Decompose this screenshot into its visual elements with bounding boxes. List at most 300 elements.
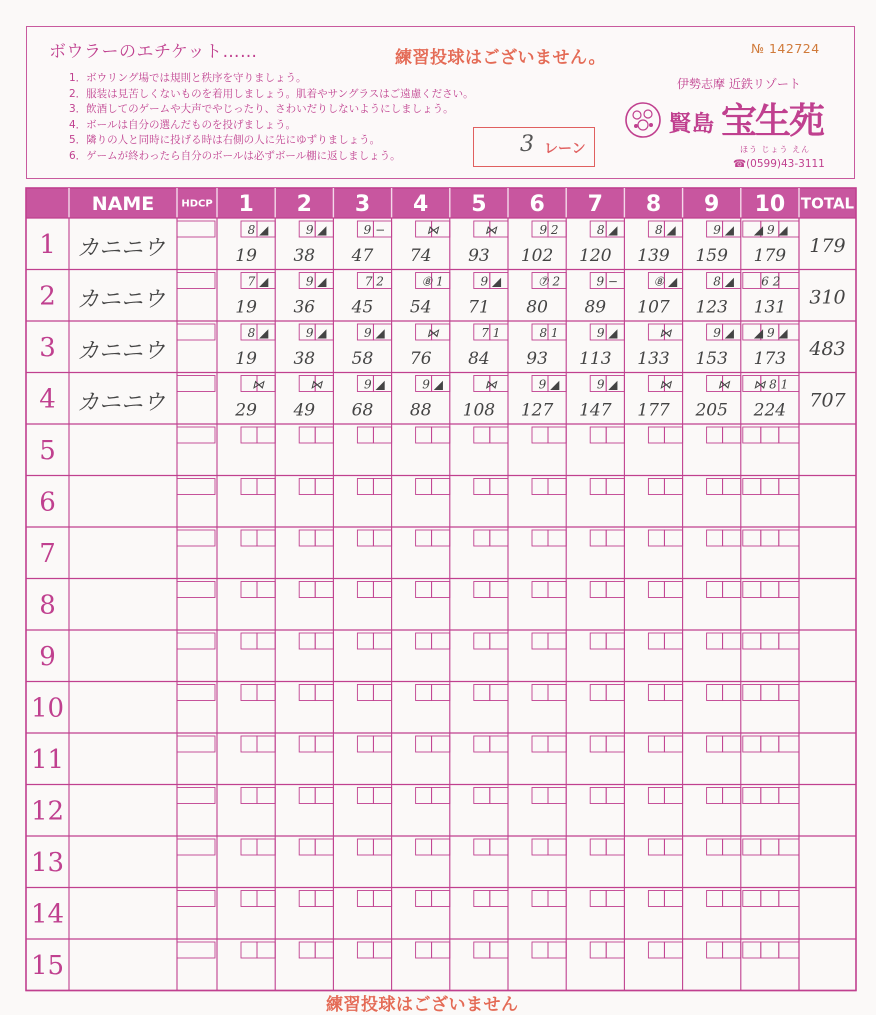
- ball-box: [761, 582, 779, 598]
- ball-box: [743, 273, 761, 289]
- frame-mark: ⋈: [484, 377, 497, 392]
- etiquette-rule: 1．ボウリング場では規則と秩序を守りましょう。: [69, 72, 307, 84]
- ball-box: [761, 788, 779, 804]
- frame-score: 113: [579, 349, 612, 369]
- ball-box: [707, 479, 723, 495]
- frame-header-10: 10: [754, 191, 786, 217]
- frame-score: 108: [462, 400, 496, 421]
- ball-box: [590, 530, 606, 546]
- row-number-1: 1: [39, 230, 56, 261]
- ball-box: [532, 427, 548, 443]
- ball-box: [761, 427, 779, 443]
- hdcp-box: [177, 221, 215, 237]
- ball-box: [315, 839, 333, 855]
- frame-score: 19: [235, 297, 257, 318]
- ball-box: [606, 582, 624, 598]
- ball-box: [606, 685, 624, 701]
- ball-box: [357, 427, 373, 443]
- frame-score: 159: [695, 246, 728, 266]
- player-total: 179: [809, 235, 846, 257]
- ball-box: [707, 582, 723, 598]
- frame-header-3: 3: [354, 191, 371, 217]
- ball-box: [761, 736, 779, 752]
- ball-box: [648, 891, 664, 907]
- frame-score: 80: [526, 297, 548, 318]
- frame-score: 224: [753, 400, 787, 421]
- ball-box: [548, 633, 566, 649]
- ball-box: [707, 942, 723, 958]
- ball-box: [373, 839, 391, 855]
- frame-mark: 9 2: [539, 223, 559, 237]
- ball-box: [299, 788, 315, 804]
- resort-name: 伊勢志摩 近鉄リゾート: [677, 77, 801, 91]
- serial-number: № 142724: [751, 41, 820, 56]
- ball-box: [357, 736, 373, 752]
- ball-box: [606, 479, 624, 495]
- frame-mark: ⋈: [659, 377, 672, 392]
- ball-box: [590, 479, 606, 495]
- ball-box: [373, 788, 391, 804]
- ball-box: [257, 633, 275, 649]
- frame-mark: 9 ◢: [364, 377, 385, 392]
- ball-box: [257, 427, 275, 443]
- frame-mark: ⑧ 1: [421, 274, 444, 289]
- ball-box: [299, 530, 315, 546]
- ball-box: [416, 942, 432, 958]
- frame-mark: ⋈: [426, 223, 439, 237]
- ball-box: [315, 530, 333, 546]
- ball-box: [743, 633, 761, 649]
- ball-box: [490, 942, 508, 958]
- frame-mark: 9 ◢: [422, 377, 443, 392]
- ball-box: [416, 427, 432, 443]
- ball-box: [743, 736, 761, 752]
- ball-box: [779, 530, 799, 546]
- ball-box: [648, 736, 664, 752]
- ball-box: [606, 942, 624, 958]
- ball-box: [299, 891, 315, 907]
- frame-score: 153: [695, 349, 728, 369]
- frame-score: 123: [695, 297, 728, 318]
- player-name: カニニウ: [77, 287, 166, 313]
- ball-box: [241, 839, 257, 855]
- ball-box: [723, 891, 741, 907]
- ball-box: [416, 530, 432, 546]
- frame-score: 89: [584, 297, 607, 318]
- ball-box: [416, 736, 432, 752]
- ball-box: [548, 582, 566, 598]
- ball-box: [743, 942, 761, 958]
- frame-mark: ⋈: [252, 377, 264, 392]
- ball-box: [241, 891, 257, 907]
- frame-header-2: 2: [296, 191, 312, 217]
- ball-box: [373, 479, 391, 495]
- ball-box: [548, 427, 566, 443]
- frame-header-1: 1: [238, 191, 254, 217]
- frame-score: 147: [579, 400, 612, 421]
- logo-kanji-kashikojima: 賢島: [669, 111, 716, 137]
- frame-mark: 6 2: [761, 274, 781, 289]
- ball-box: [257, 942, 275, 958]
- hdcp-column-header: HDCP: [181, 198, 213, 210]
- frame-mark: 9 ◢: [713, 223, 734, 237]
- row-number-10: 10: [30, 693, 65, 724]
- ball-box: [299, 942, 315, 958]
- ball-box: [761, 891, 779, 907]
- ball-box: [606, 839, 624, 855]
- ball-box: [357, 891, 373, 907]
- ball-box: [723, 479, 741, 495]
- ball-box: [707, 427, 723, 443]
- hdcp-box: [177, 891, 215, 907]
- ball-box: [490, 633, 508, 649]
- ball-box: [723, 633, 741, 649]
- frame-score: 76: [409, 349, 432, 369]
- ball-box: [357, 788, 373, 804]
- ball-box: [723, 427, 741, 443]
- ball-box: [315, 685, 333, 701]
- ball-box: [779, 427, 799, 443]
- ball-box: [648, 685, 664, 701]
- ball-box: [743, 427, 761, 443]
- ball-box: [723, 530, 741, 546]
- frame-header-8: 8: [645, 191, 662, 217]
- frame-mark: 8 ◢: [247, 223, 269, 237]
- ball-box: [532, 582, 548, 598]
- ball-box: [664, 942, 682, 958]
- ball-box: [648, 479, 664, 495]
- ball-box: [299, 427, 315, 443]
- ball-box: [707, 891, 723, 907]
- frame-score: 36: [293, 297, 316, 318]
- ball-box: [299, 736, 315, 752]
- row-number-2: 2: [39, 281, 56, 312]
- ball-box: [779, 891, 799, 907]
- ball-box: [474, 582, 490, 598]
- ball-box: [779, 633, 799, 649]
- frame-mark: 8 1: [539, 326, 559, 340]
- ball-box: [416, 685, 432, 701]
- ball-box: [490, 427, 508, 443]
- hdcp-box: [177, 839, 215, 855]
- ball-box: [299, 633, 315, 649]
- frame-mark: ⋈: [426, 326, 439, 340]
- ball-box: [648, 839, 664, 855]
- hdcp-box: [177, 324, 215, 340]
- frame-mark: ◢ 9 ◢: [753, 223, 788, 237]
- ball-box: [490, 891, 508, 907]
- ball-box: [257, 788, 275, 804]
- ball-box: [761, 685, 779, 701]
- hdcp-box: [177, 788, 215, 804]
- frame-mark: 9 −: [596, 274, 618, 289]
- ball-box: [648, 427, 664, 443]
- frame-mark: 8 ◢: [247, 326, 269, 340]
- ball-box: [606, 427, 624, 443]
- hdcp-box: [177, 479, 215, 495]
- frame-score: 131: [753, 297, 787, 318]
- ball-box: [707, 736, 723, 752]
- frame-mark: ⑧ ◢: [653, 274, 678, 289]
- row-number-11: 11: [30, 745, 65, 776]
- ball-box: [373, 685, 391, 701]
- no-practice-notice: 練習投球はございません。: [395, 48, 607, 68]
- etiquette-rule: 3．飲酒してのゲームや大声でやじったり、さわいだりしないようにしましょう。: [69, 103, 454, 116]
- ball-box: [664, 839, 682, 855]
- row-number-5: 5: [39, 436, 56, 467]
- frame-mark: 8 ◢: [713, 274, 734, 289]
- ball-box: [474, 839, 490, 855]
- ball-box: [548, 530, 566, 546]
- etiquette-rule: 4．ボールは自分の選んだものを投げましょう。: [69, 118, 296, 131]
- ball-box: [532, 736, 548, 752]
- ball-box: [648, 942, 664, 958]
- ball-box: [241, 942, 257, 958]
- ball-box: [664, 891, 682, 907]
- frame-score: 49: [293, 400, 316, 421]
- frame-score: 29: [235, 400, 257, 421]
- player-name: カニニウ: [77, 339, 166, 365]
- frame-score: 88: [409, 400, 432, 421]
- ball-box: [548, 839, 566, 855]
- row-number-13: 13: [30, 848, 65, 879]
- ball-box: [761, 479, 779, 495]
- ball-box: [590, 736, 606, 752]
- row-number-3: 3: [39, 333, 56, 364]
- ball-box: [707, 685, 723, 701]
- ball-box: [432, 942, 450, 958]
- player-name: カニニウ: [77, 236, 166, 262]
- ball-box: [532, 942, 548, 958]
- ball-box: [315, 582, 333, 598]
- ball-box: [664, 479, 682, 495]
- ball-box: [373, 736, 391, 752]
- ball-box: [532, 530, 548, 546]
- frame-header-4: 4: [413, 191, 429, 217]
- ball-box: [432, 839, 450, 855]
- etiquette-title: ボウラーのエチケット……: [49, 42, 258, 62]
- row-number-7: 7: [39, 539, 56, 570]
- ball-box: [743, 685, 761, 701]
- frame-mark: ◢ 9 ◢: [753, 326, 788, 340]
- etiquette-rule: 5．隣りの人と同時に投げる時は右側の人に先にゆずりましょう。: [69, 134, 381, 147]
- lane-number: 3: [520, 132, 534, 157]
- frame-score: 58: [351, 349, 374, 369]
- ball-box: [416, 891, 432, 907]
- etiquette-rule: 2．服装は見苦しくないものを着用しましょう。肌着やサングラスはご遠慮ください。: [69, 87, 474, 100]
- frame-mark: 9 ◢: [538, 377, 560, 392]
- frame-mark: 9 ◢: [305, 326, 327, 340]
- ball-box: [241, 633, 257, 649]
- frame-mark: 9 ◢: [305, 223, 327, 237]
- ball-box: [241, 479, 257, 495]
- frame-header-6: 6: [529, 191, 545, 217]
- frame-mark: 8 ◢: [655, 223, 676, 237]
- ball-box: [648, 633, 664, 649]
- ball-box: [299, 582, 315, 598]
- ball-box: [606, 530, 624, 546]
- ball-box: [606, 891, 624, 907]
- ball-box: [416, 839, 432, 855]
- ball-box: [779, 479, 799, 495]
- ball-box: [664, 530, 682, 546]
- ball-box: [532, 839, 548, 855]
- ball-box: [743, 891, 761, 907]
- lane-label: レーン: [544, 141, 586, 157]
- ball-box: [606, 633, 624, 649]
- ball-box: [357, 633, 373, 649]
- ball-box: [373, 891, 391, 907]
- ball-box: [707, 530, 723, 546]
- ball-box: [241, 736, 257, 752]
- ball-box: [432, 582, 450, 598]
- ball-box: [315, 479, 333, 495]
- ball-box: [474, 685, 490, 701]
- player-total: 483: [809, 338, 846, 360]
- frame-header-7: 7: [587, 191, 603, 217]
- ball-box: [664, 633, 682, 649]
- frame-header-5: 5: [471, 191, 487, 217]
- ball-box: [664, 427, 682, 443]
- ball-box: [315, 736, 333, 752]
- frame-score: 173: [753, 349, 787, 369]
- row-number-9: 9: [39, 642, 56, 673]
- ball-box: [590, 891, 606, 907]
- frame-score: 45: [351, 297, 374, 318]
- frame-mark: 7 2: [364, 274, 384, 289]
- ball-box: [723, 736, 741, 752]
- ball-box: [432, 479, 450, 495]
- ball-box: [707, 633, 723, 649]
- frame-score: 179: [753, 246, 787, 266]
- ball-box: [707, 839, 723, 855]
- hdcp-box: [177, 273, 215, 289]
- logo-kanji-hojoen: 宝生苑: [721, 100, 824, 142]
- frame-score: 139: [637, 246, 670, 266]
- ball-box: [548, 891, 566, 907]
- ball-box: [241, 685, 257, 701]
- ball-box: [590, 582, 606, 598]
- ball-box: [416, 479, 432, 495]
- ball-box: [548, 788, 566, 804]
- ball-box: [779, 582, 799, 598]
- row-number-8: 8: [39, 590, 56, 621]
- ball-box: [373, 633, 391, 649]
- player-total: 707: [809, 389, 846, 412]
- ball-box: [779, 839, 799, 855]
- ball-box: [474, 788, 490, 804]
- frame-score: 74: [409, 246, 432, 266]
- ball-box: [474, 942, 490, 958]
- ball-box: [474, 530, 490, 546]
- frame-score: 205: [695, 400, 728, 421]
- ball-box: [241, 788, 257, 804]
- frame-score: 84: [468, 349, 490, 369]
- ball-box: [723, 582, 741, 598]
- footer-notice: 練習投球はございません: [326, 995, 519, 1015]
- ball-box: [723, 685, 741, 701]
- ball-box: [257, 582, 275, 598]
- ball-box: [432, 685, 450, 701]
- frame-score: 127: [520, 400, 554, 421]
- ball-box: [416, 633, 432, 649]
- ball-box: [761, 839, 779, 855]
- ball-box: [723, 788, 741, 804]
- ball-box: [474, 427, 490, 443]
- ball-box: [532, 633, 548, 649]
- ball-box: [241, 582, 257, 598]
- ball-box: [664, 788, 682, 804]
- ball-box: [432, 788, 450, 804]
- frame-score: 133: [637, 349, 670, 369]
- hdcp-box: [177, 376, 215, 392]
- ball-box: [257, 530, 275, 546]
- ball-box: [490, 839, 508, 855]
- ball-box: [257, 891, 275, 907]
- frame-mark: 9 ◢: [480, 274, 502, 289]
- frame-mark: ⋈: [717, 377, 730, 392]
- ball-box: [357, 582, 373, 598]
- ball-box: [743, 839, 761, 855]
- frame-score: 93: [526, 349, 548, 369]
- ball-box: [416, 788, 432, 804]
- ball-box: [664, 736, 682, 752]
- total-column-header: TOTAL: [800, 194, 855, 213]
- ball-box: [490, 685, 508, 701]
- ball-box: [373, 942, 391, 958]
- ball-box: [315, 633, 333, 649]
- ball-box: [590, 839, 606, 855]
- ball-box: [490, 582, 508, 598]
- ball-box: [257, 685, 275, 701]
- ball-box: [723, 839, 741, 855]
- ball-box: [664, 685, 682, 701]
- ball-box: [664, 582, 682, 598]
- row-number-4: 4: [39, 384, 56, 415]
- ball-box: [299, 685, 315, 701]
- ball-box: [490, 788, 508, 804]
- ball-box: [432, 633, 450, 649]
- ball-box: [532, 788, 548, 804]
- frame-mark: ⋈ 8 1: [753, 377, 789, 392]
- ball-box: [490, 736, 508, 752]
- etiquette-rule: 6．ゲームが終わったら自分のボールは必ずボール棚に返しましょう。: [69, 149, 401, 162]
- hdcp-box: [177, 685, 215, 701]
- hdcp-box: [177, 530, 215, 546]
- hdcp-box: [177, 736, 215, 752]
- ball-box: [357, 479, 373, 495]
- ball-box: [299, 839, 315, 855]
- frame-mark: 9 ◢: [305, 274, 327, 289]
- ball-box: [590, 942, 606, 958]
- ball-box: [779, 685, 799, 701]
- row-number-14: 14: [30, 899, 65, 930]
- frame-mark: 7 1: [481, 326, 501, 340]
- ball-box: [474, 891, 490, 907]
- venue-phone: ☎(0599)43-3111: [733, 158, 825, 170]
- ball-box: [590, 685, 606, 701]
- ball-box: [474, 633, 490, 649]
- ball-box: [707, 788, 723, 804]
- ball-box: [257, 479, 275, 495]
- ball-box: [548, 942, 566, 958]
- ball-box: [779, 273, 799, 289]
- ball-box: [315, 788, 333, 804]
- ball-box: [357, 685, 373, 701]
- ball-box: [761, 633, 779, 649]
- ball-box: [373, 427, 391, 443]
- ball-box: [548, 736, 566, 752]
